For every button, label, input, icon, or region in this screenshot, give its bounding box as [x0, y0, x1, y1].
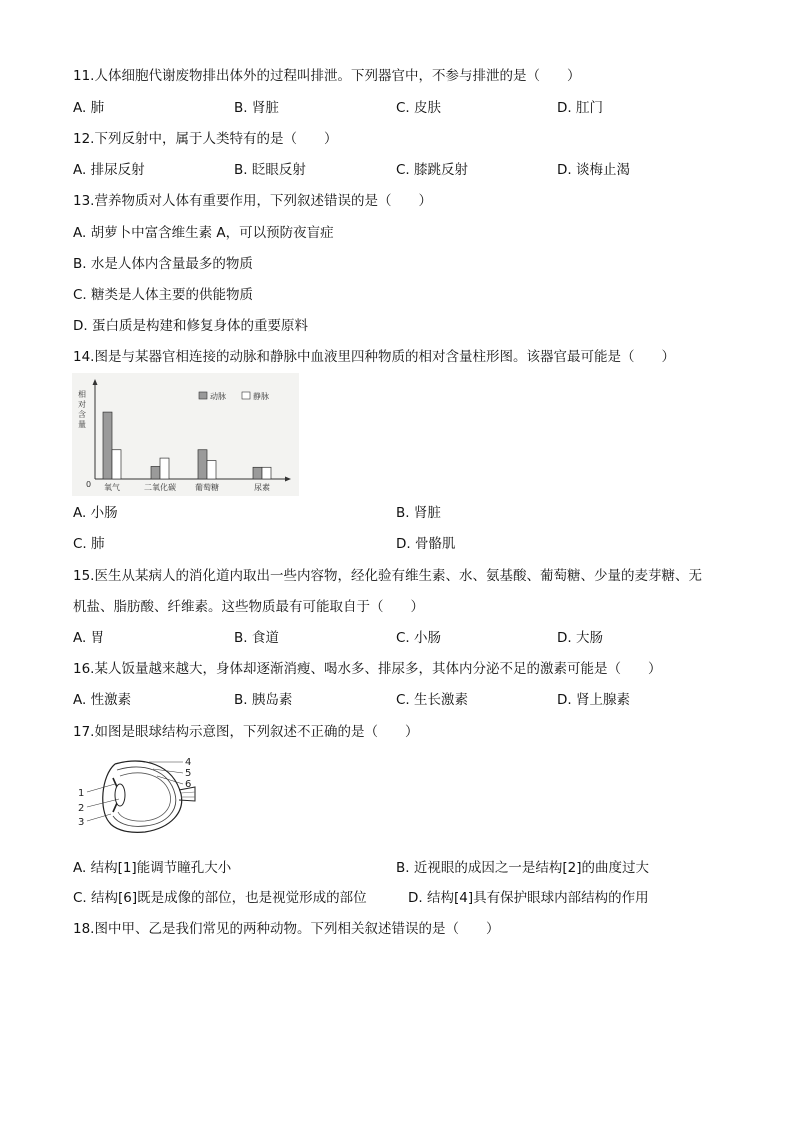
- question-14-stem: 14.图是与某器官相连接的动脉和静脉中血液里四种物质的相对含量柱形图。该器官最可能是（ ）: [73, 349, 675, 365]
- chart-origin-label: 0: [86, 480, 92, 489]
- retina-outline: [118, 773, 171, 821]
- question-14-option-c[interactable]: C. 肺: [73, 536, 105, 552]
- question-12-option-c[interactable]: C. 膝跳反射: [396, 162, 469, 178]
- legend-swatch-artery: [199, 392, 207, 399]
- question-13-option-b[interactable]: B. 水是人体内含量最多的物质: [73, 256, 253, 272]
- x-tick-label-2: 葡萄糖: [195, 483, 219, 492]
- eye-label-6: 6: [185, 779, 192, 790]
- eye-label-3: 3: [78, 817, 85, 828]
- question-17-option-b[interactable]: B. 近视眼的成因之一是结构[2]的曲度过大: [396, 860, 649, 876]
- question-11-option-a[interactable]: A. 肺: [73, 100, 105, 116]
- legend-swatch-vein: [242, 392, 250, 399]
- eyeball-svg: [73, 754, 203, 836]
- bar-vein-1: [160, 458, 169, 479]
- question-14-option-a[interactable]: A. 小肠: [73, 505, 118, 521]
- question-13-option-d[interactable]: D. 蛋白质是构建和修复身体的重要原料: [73, 318, 308, 334]
- legend-label-vein: 静脉: [253, 392, 269, 401]
- eye-label-4: 4: [185, 757, 192, 768]
- question-11-stem: 11.人体细胞代谢废物排出体外的过程叫排泄。下列器官中，不参与排泄的是（ ）: [73, 68, 581, 84]
- bar-chart-figure: [72, 373, 299, 496]
- question-13-option-a[interactable]: A. 胡萝卜中富含维生素 A，可以预防夜盲症: [73, 225, 334, 241]
- lens: [115, 784, 125, 806]
- x-tick-label-1: 二氧化碳: [144, 483, 176, 492]
- question-13-stem: 13.营养物质对人体有重要作用，下列叙述错误的是（ ）: [73, 193, 432, 209]
- question-15-stem-line-2: 机盐、脂肪酸、纤维素。这些物质最有可能取自于（ ）: [73, 599, 424, 615]
- question-17-option-d[interactable]: D. 结构[4]具有保护眼球内部结构的作用: [408, 890, 649, 906]
- x-tick-label-0: 氧气: [104, 483, 120, 492]
- question-11-option-c[interactable]: C. 皮肤: [396, 100, 442, 116]
- iris-upper: [113, 778, 117, 787]
- question-15-option-c[interactable]: C. 小肠: [396, 630, 442, 646]
- bar-artery-3: [253, 467, 262, 479]
- question-15-option-d[interactable]: D. 大肠: [557, 630, 603, 646]
- eye-label-5: 5: [185, 768, 192, 779]
- question-15-option-b[interactable]: B. 食道: [234, 630, 279, 646]
- question-17-stem: 17.如图是眼球结构示意图，下列叙述不正确的是（ ）: [73, 724, 419, 740]
- chart-ylabel: 相对含量: [78, 390, 86, 429]
- eye-label-1: 1: [78, 788, 85, 799]
- question-15-option-a[interactable]: A. 胃: [73, 630, 105, 646]
- question-17-option-a[interactable]: A. 结构[1]能调节瞳孔大小: [73, 860, 232, 876]
- bar-artery-2: [198, 450, 207, 479]
- cornea: [103, 764, 115, 822]
- question-17-option-c[interactable]: C. 结构[6]既是成像的部位，也是视觉形成的部位: [73, 890, 367, 906]
- question-11-option-d[interactable]: D. 肛门: [557, 100, 603, 116]
- bar-vein-0: [112, 450, 121, 479]
- optic-nerve-fiber-1: [181, 792, 195, 793]
- question-12-option-a[interactable]: A. 排尿反射: [73, 162, 145, 178]
- question-16-option-a[interactable]: A. 性激素: [73, 692, 132, 708]
- question-11-option-b[interactable]: B. 肾脏: [234, 100, 279, 116]
- legend-label-artery: 动脉: [210, 392, 226, 401]
- leader-line-1: [87, 784, 115, 792]
- bar-vein-3: [262, 467, 271, 479]
- x-tick-label-3: 尿素: [254, 483, 270, 492]
- question-12-stem: 12.下列反射中，属于人类特有的是（ ）: [73, 131, 338, 147]
- question-15-stem-line-1: 15.医生从某病人的消化道内取出一些内容物，经化验有维生素、水、氨基酸、葡萄糖、少量的麦芽糖、无: [73, 568, 702, 584]
- question-16-option-b[interactable]: B. 胰岛素: [234, 692, 293, 708]
- question-13-option-c[interactable]: C. 糖类是人体主要的供能物质: [73, 287, 254, 303]
- eyeball-diagram: [73, 754, 203, 836]
- question-14-option-b[interactable]: B. 肾脏: [396, 505, 441, 521]
- question-16-option-d[interactable]: D. 肾上腺素: [557, 692, 630, 708]
- question-14-option-d[interactable]: D. 骨骼肌: [396, 536, 456, 552]
- eye-label-2: 2: [78, 803, 85, 814]
- question-18-stem: 18.图中甲、乙是我们常见的两种动物。下列相关叙述错误的是（ ）: [73, 921, 500, 937]
- question-12-option-d[interactable]: D. 谈梅止渴: [557, 162, 630, 178]
- bar-chart-svg: [72, 373, 299, 496]
- question-16-option-c[interactable]: C. 生长激素: [396, 692, 469, 708]
- bar-artery-1: [151, 466, 160, 479]
- question-16-stem: 16.某人饭量越来越大，身体却逐渐消瘦、喝水多、排尿多，其体内分泌不足的激素可能是（ ）: [73, 661, 662, 677]
- bar-artery-0: [103, 412, 112, 479]
- question-12-option-b[interactable]: B. 眨眼反射: [234, 162, 306, 178]
- bar-vein-2: [207, 461, 216, 479]
- iris-lower: [113, 803, 117, 812]
